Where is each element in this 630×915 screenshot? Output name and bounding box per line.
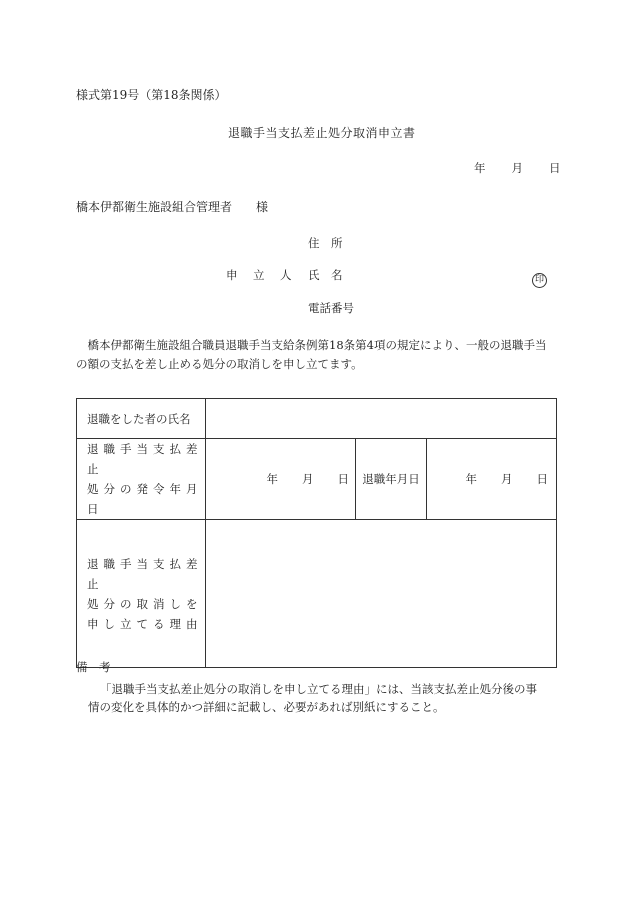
date-year-label: 年 [474,161,486,175]
date-day-label: 日 [549,161,561,175]
retirement-month-label: 月 [501,472,513,486]
reason-label [77,520,206,668]
table-row [77,439,557,520]
reason-label-line-2: 処分の取消しを [87,596,203,611]
date-month-label: 月 [511,161,523,175]
suspension-year-label: 年 [266,472,278,486]
suspension-date-field[interactable] [206,439,356,520]
body-text-line-2: の額の支払を差し止める処分の取消しを申し立てます。 [76,357,363,371]
address-label: 住 所 [308,236,343,250]
document-title: 退職手当支払差止処分取消申立書 [228,126,416,140]
applicant-label: 申 立 人 [226,268,294,282]
addressee-honorific: 様 [256,200,269,214]
name-label: 氏 名 [308,268,343,282]
retirement-date-label: 退職年月日 [356,439,427,520]
phone-label: 電話番号 [308,301,354,315]
body-text-line-1: 橋本伊都衛生施設組合職員退職手当支給条例第18条第4項の規定により、一般の退職手当 [76,338,547,352]
retirement-day-label: 日 [536,472,548,486]
addressee-name: 橋本伊都衛生施設組合管理者 [76,200,233,214]
retiree-name-label: 退職をした者の氏名 [77,399,206,439]
form-number: 様式第19号（第18条関係） [76,88,227,102]
reason-field[interactable] [206,520,557,668]
suspension-date-label [77,439,206,520]
addressee [76,198,268,215]
remarks-heading: 備 考 [76,660,111,674]
retiree-name-field[interactable] [206,399,557,439]
date-line [474,160,561,176]
application-table [76,398,557,668]
suspension-date-label-line-2: 処分の発令年月日 [87,482,203,516]
retirement-year-label: 年 [465,472,477,486]
suspension-month-label: 月 [302,472,314,486]
table-row [77,399,557,439]
retirement-date-field[interactable] [427,439,557,520]
remarks-line-1: 「退職手当支払差止処分の取消しを申し立てる理由」には、当該支払差止処分後の事 [100,682,537,696]
seal-mark [532,267,547,288]
suspension-date-label-line-1: 退職手当支払差止 [87,442,203,476]
reason-label-line-3: 申し立てる理由 [87,616,203,631]
suspension-day-label: 日 [337,472,349,486]
table-row [77,520,557,668]
reason-label-line-1: 退職手当支払差止 [87,556,203,591]
seal-icon: 印 [532,273,547,288]
remarks-line-2: 情の変化を具体的かつ詳細に記載し、必要があれば別紙にすること。 [88,700,445,714]
